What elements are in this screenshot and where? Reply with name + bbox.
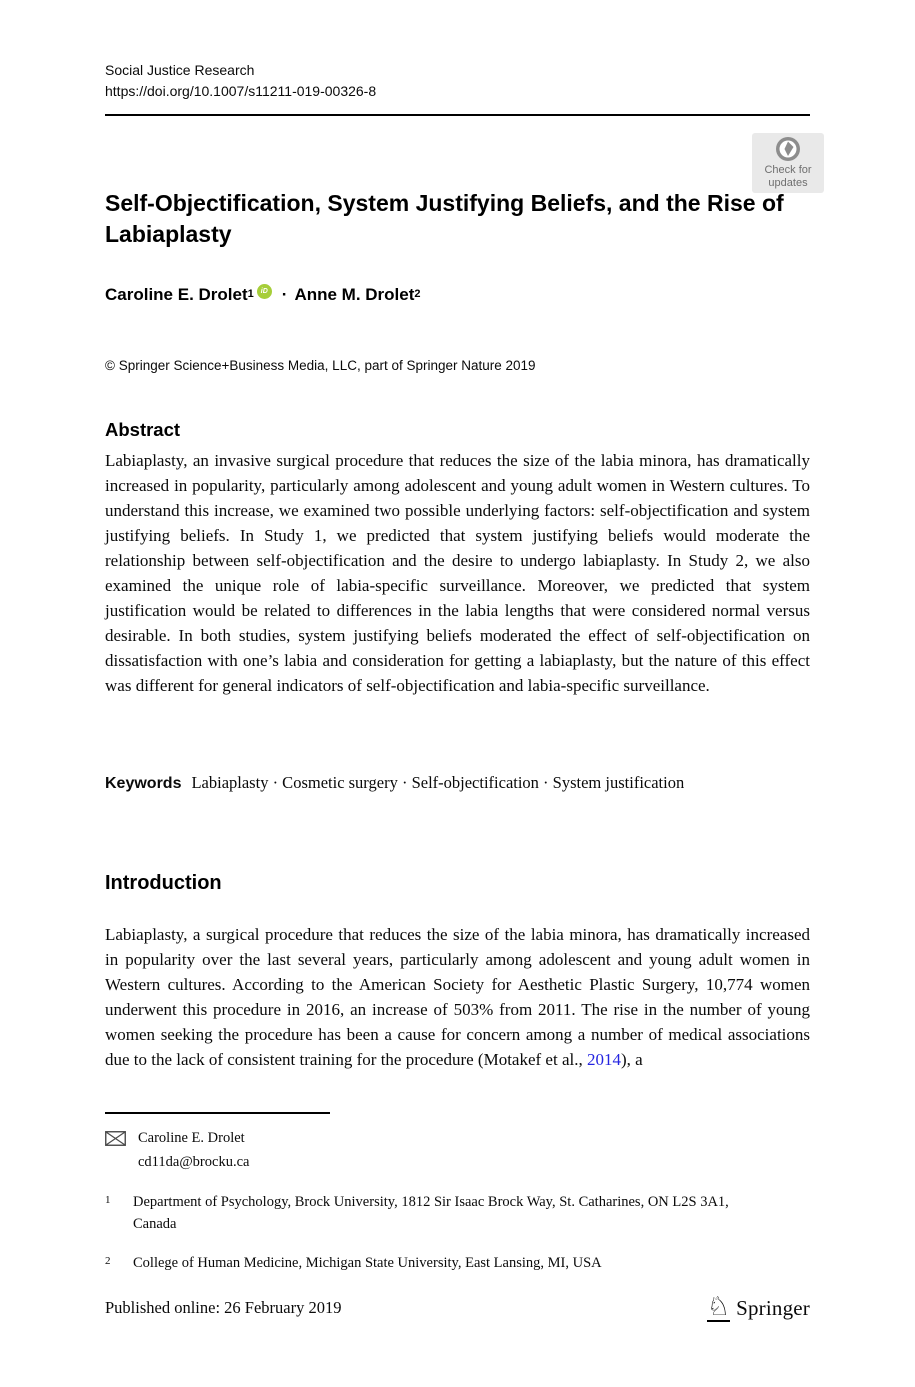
footnote-block [105,1112,810,1274]
journal-header [105,60,810,102]
check-for-updates-badge[interactable] [752,133,824,193]
author-separator: · [281,285,288,304]
introduction-heading: Introduction [105,872,222,894]
abstract-heading: Abstract [105,419,181,440]
springer-wordmark: Springer [736,1295,810,1320]
author-2-name: Anne M. Drolet [294,285,415,304]
intro-text-before-link: Labiaplasty, a surgical procedure that reduces the size of the labia minora, has dramatically increased in popularity over the last several years, particularly among adolescent and young adult women in Western cultures. According to the American Society for Aesthetic Plastic Surgery, 10,774 women underwent this procedure in 2016, an increase of 503% from 2011. The rise in the number of young women seeking the procedure has been a cause for concern among a number of medical associations due to the lack of consistent training for the procedure (Motakef et al., [105,925,810,1069]
author-line [105,285,810,305]
orcid-icon[interactable]: iD [257,284,272,299]
envelope-icon [105,1131,126,1146]
correspondence-block [105,1126,810,1174]
affiliation-1 [105,1191,810,1235]
correspondence-text [138,1126,249,1174]
affiliation-1-marker: 1 [105,1194,111,1206]
corresponding-author-name: Caroline E. Drolet [138,1130,245,1146]
affiliation-1-text: Department of Psychology, Brock University, 1812 Sir Isaac Brock Way, St. Catharines, ON L2S 3A1, Canada [133,1194,729,1232]
keywords-text: Labiaplasty · Cosmetic surgery · Self-objectification · System justification [191,773,685,792]
doi-text: https://doi.org/10.1007/s11211-019-00326-8 [105,83,377,99]
keywords-label: Keywords [105,775,182,792]
corresponding-author-email[interactable]: cd11da@brocku.ca [138,1154,250,1170]
page-footer [105,1294,810,1322]
badge-line1: Check for [764,164,812,176]
copyright-line: © Springer Science+Business Media, LLC, part of Springer Nature 2019 [105,358,536,373]
introduction-paragraph [105,922,810,1072]
intro-text-after-link: ), a [620,1050,643,1069]
author-1-name: Caroline E. Drolet [105,285,248,304]
affiliation-2-text: College of Human Medicine, Michigan State University, East Lansing, MI, USA [133,1255,602,1271]
header-rule [105,114,810,116]
article-title: Self-Objectification, System Justifying Beliefs, and the Rise of Labiaplasty [105,190,784,247]
published-online-text: Published online: 26 February 2019 [105,1298,342,1317]
springer-knight-icon: ♘ [706,1292,731,1321]
affiliation-2 [105,1252,810,1274]
citation-link-motakef-2014[interactable]: 2014 [586,1050,621,1069]
affiliation-2-marker: 2 [105,1255,111,1267]
author-2-affil-marker: 2 [414,288,421,300]
journal-name: Social Justice Research [105,62,255,78]
author-1-affil-marker: 1 [247,288,254,300]
abstract-text: Labiaplasty, an invasive surgical procedure that reduces the size of the labia minora, has dramatically increased in popularity, particularly among adolescent and young adult women in Western cultures. To understand this increase, we examined two possible underlying factors: self-objectification and system justifying beliefs. In Study 1, we predicted that system justifying beliefs would moderate the relationship between self-objectification and the desire to undergo labiaplasty. In Study 2, we also examined the unique role of labia-specific surveillance. Moreover, we predicted that system justification would be related to differences in the labia lengths that were considered normal versus desirable. In both studies, system justifying beliefs moderated the effect of self-objectification on dissatisfaction with one’s labia and consideration for getting a labiaplasty, but the nature of this effect was different for general indicators of self-objectification and labia-specific surveillance. [105,451,810,695]
badge-line2: updates [768,177,808,189]
check-updates-icon [775,136,801,162]
footnote-rule [105,1112,330,1114]
springer-logo [707,1294,810,1322]
keywords-line [105,770,810,796]
